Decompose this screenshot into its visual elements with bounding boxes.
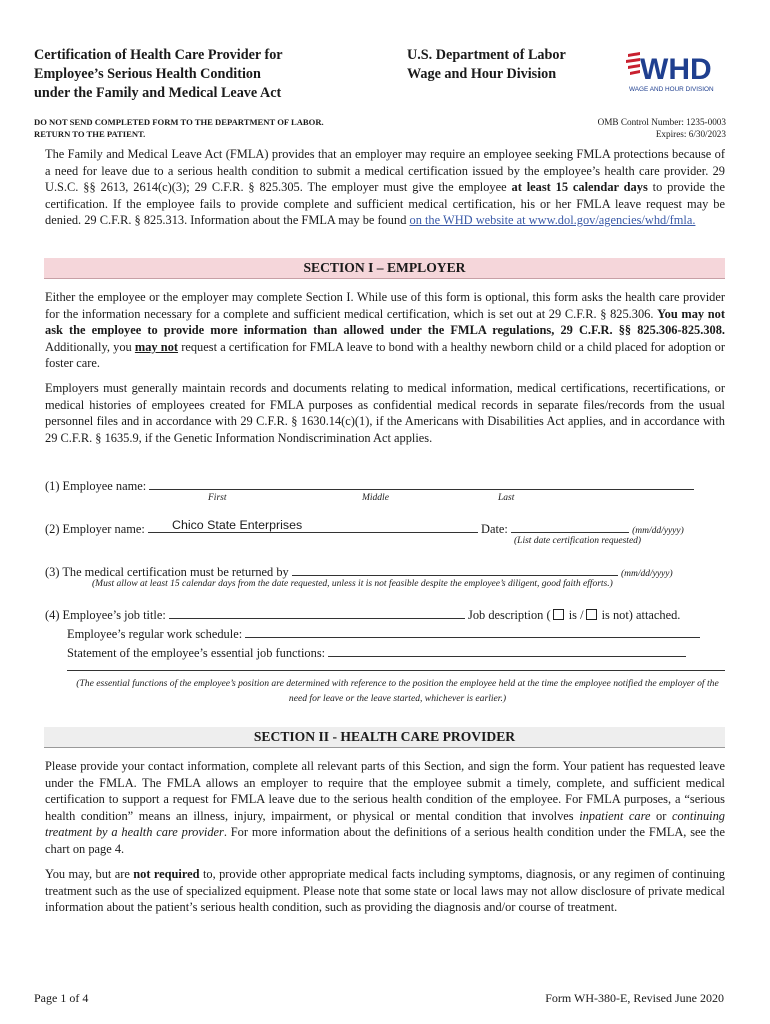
q4-row	[45, 606, 680, 623]
q1-last-label: Last	[498, 493, 515, 503]
s1p1-bold: You may not ask the employee to provide more information than allowed under the FMLA regulations, 29 C.F.R. §§ 825.306-825.308.	[45, 306, 725, 338]
work-schedule-field[interactable]	[245, 625, 700, 638]
section-1-paragraph-2: Employers must generally maintain records and documents relating to medical information, medical certifications, recertifications, or medical histories of employees created for FMLA purposes as confidential medical records in separate files/records from the usual personnel files and in accordance with 29 C.F.R. § 1630.14(c)(1), if the Americans with Disabilities Act applies, and in accordance with 29 C.F.R. § 1635.9, if the Genetic Information Nondiscrimination Act applies.	[45, 381, 725, 445]
s2p1-text-b: . For more information about the definitions of a serious health condition under the FMLA, see the chart on page 4.	[45, 825, 725, 856]
section-2-header: SECTION II - HEALTH CARE PROVIDER	[44, 727, 725, 748]
form-title-line-3: under the Family and Medical Leave Act	[34, 85, 282, 101]
job-description-attached-checkbox[interactable]	[553, 609, 564, 620]
agency-line-2: Wage and Hour Division	[407, 66, 557, 82]
s1p1-may-not: may not	[134, 339, 179, 354]
section-2-paragraph-1	[45, 758, 725, 858]
page-number: Page 1 of 4	[34, 991, 89, 1005]
omb-number: OMB Control Number: 1235-0003	[597, 117, 726, 127]
job-functions-label: Statement of the employee’s essential job functions:	[67, 646, 326, 660]
work-schedule-label: Employee’s regular work schedule:	[67, 627, 243, 641]
intro-bold: at least 15 calendar days	[511, 180, 648, 195]
s1p1-text-a: Either the employee or the employer may complete Section I. While use of this form is optional, this form asks the health care provider for the information necessary for a complete and sufficient medical certification, which is set out at 29 C.F.R. § 825.306.	[45, 290, 725, 321]
logo-text: WHD	[640, 53, 712, 86]
q1-first-label: First	[208, 493, 227, 503]
q4-desc-a: Job description (	[468, 608, 551, 622]
form-identifier: Form WH-380-E, Revised June 2020	[545, 991, 724, 1005]
do-not-send-line-2: RETURN TO THE PATIENT.	[34, 129, 146, 139]
s2p1-or: or	[650, 808, 672, 823]
intro-paragraph	[45, 146, 725, 229]
job-description-not-attached-checkbox[interactable]	[586, 609, 597, 620]
employee-name-field[interactable]	[149, 477, 694, 490]
logo-subtitle: WAGE AND HOUR DIVISION	[629, 86, 714, 93]
q2-date-format: (mm/dd/yyyy)	[632, 526, 684, 536]
q4-desc-b: is not) attached.	[598, 608, 681, 622]
q1-row	[45, 477, 694, 494]
s2p2-bold: not required	[133, 867, 200, 881]
s2p2-text-a: You may, but are	[45, 867, 134, 881]
s1p1-text-b: Additionally, you	[45, 339, 135, 354]
s2p1-italic-1: inpatient care	[579, 808, 651, 823]
s2p1-text-a: Please provide your contact information, complete all relevant parts of this Section, and sign the form. Your patient has requested leave under the FMLA. The FMLA allows an employer to require that the employee submit a timely, complete, and sufficient medical certification to support a request for FMLA leave due to the serious health condition of the employee. For FMLA purposes, a “serious health condition” means an illness, injury, impairment, or physical or mental condition that involves	[45, 759, 725, 823]
agency-name	[407, 46, 627, 84]
q2-label: (2) Employer name:	[45, 522, 145, 536]
s2p2-text-b: to, provide other appropriate medical facts including symptoms, diagnosis, or any regimen of continuing treatment such as the use of specialized equipment. Please note that some state or local laws may not allow disclosure of private medical information about the patient’s serious health condition, such as providing the diagnosis and/or course of treatment.	[45, 867, 726, 915]
q1-label: (1) Employee name:	[45, 479, 147, 493]
s1p1-text-c: request a certification for FMLA leave to bond with a healthy newborn child or a child placed for adoption or foster care.	[45, 339, 725, 371]
whd-website-link[interactable]: on the WHD website at www.dol.gov/agencies/whd/fmla.	[409, 213, 696, 228]
essential-functions-note: (The essential functions of the employee’s position are determined with reference to the position the employee held at the time the employee notified the employer of the need for leave or the leave started, whichever is earlier.)	[76, 678, 719, 704]
form-title	[34, 46, 364, 103]
q3-label: (3) The medical certification must be returned by	[45, 565, 289, 579]
intro-text-2: to provide the certification. If the employee fails to provide complete and sufficient medical certification, his or her FMLA leave request may be denied. 29 C.F.R. § 825.313. Information about the FMLA may be found	[45, 180, 725, 228]
q4-desc-is: is /	[565, 608, 584, 622]
section-2-paragraph-2	[45, 866, 725, 916]
q4-label: (4) Employee’s job title:	[45, 608, 166, 622]
omb-info	[486, 116, 726, 140]
section-1-header: SECTION I – EMPLOYER	[44, 258, 725, 279]
omb-expires: Expires: 6/30/2023	[655, 129, 726, 139]
form-title-line-1: Certification of Health Care Provider for	[34, 47, 283, 63]
q2-date-label: Date:	[481, 522, 508, 536]
return-by-date-field[interactable]	[292, 563, 618, 576]
star-icon: ★	[716, 54, 725, 65]
job-title-field[interactable]	[169, 606, 465, 619]
do-not-send-notice	[34, 116, 454, 140]
work-schedule-row	[67, 625, 700, 642]
q2-hint: (List date certification requested)	[514, 536, 642, 546]
job-functions-row	[67, 644, 686, 661]
employer-name-value: Chico State Enterprises	[172, 518, 303, 532]
job-functions-extra-line[interactable]	[67, 670, 725, 671]
s2p1-italic-2: continuing treatment by a health care provider	[45, 808, 725, 840]
q1-middle-label: Middle	[362, 493, 389, 503]
q3-hint: (Must allow at least 15 calendar days from the date requested, unless it is not feasible despite the employee’s diligent, good faith efforts.)	[92, 579, 613, 589]
agency-line-1: U.S. Department of Labor	[407, 47, 566, 63]
job-functions-field[interactable]	[328, 644, 686, 657]
whd-logo	[626, 44, 726, 94]
q3-date-format: (mm/dd/yyyy)	[620, 569, 673, 579]
form-title-line-2: Employee’s Serious Health Condition	[34, 66, 261, 82]
section-1-paragraph-1	[45, 289, 725, 372]
do-not-send-line-1: DO NOT SEND COMPLETED FORM TO THE DEPARTMENT OF LABOR.	[34, 117, 324, 127]
date-requested-field[interactable]	[511, 520, 629, 533]
intro-text-1: The Family and Medical Leave Act (FMLA) provides that an employer may require an employee seeking FMLA protections because of a need for leave due to a serious health condition to submit a medical certification issued by the employee’s health care provider. 29 U.S.C. §§ 2613, 2614(c)(3); 29 C.F.R. § 825.305. The employer must give the employee	[45, 147, 725, 195]
